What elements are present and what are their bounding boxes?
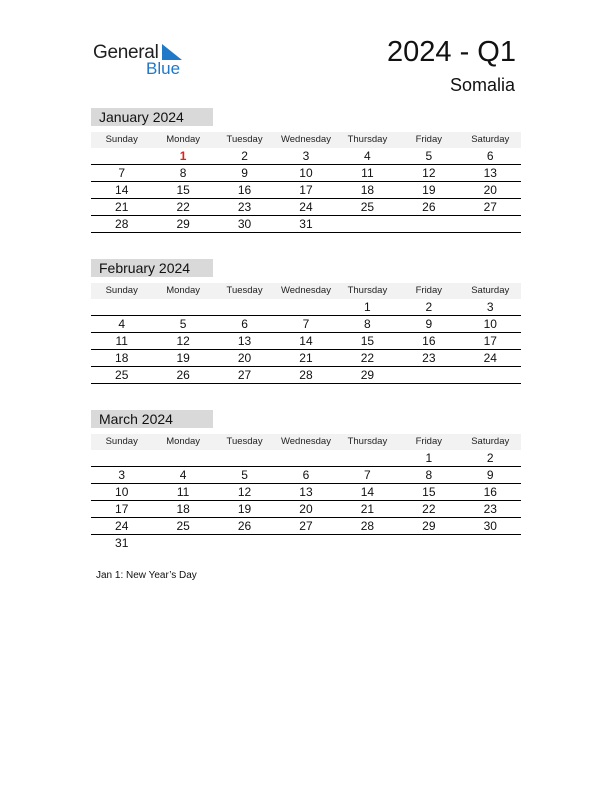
weekday-label: Sunday xyxy=(105,436,138,447)
month-title: February 2024 xyxy=(91,259,213,277)
day-cell: 23 xyxy=(237,200,252,214)
day-cell: 23 xyxy=(483,502,497,516)
day-cell: 19 xyxy=(422,183,436,197)
day-cell: 9 xyxy=(241,166,248,180)
day-cell: 26 xyxy=(237,519,252,533)
week-row xyxy=(91,535,521,551)
day-cell: 21 xyxy=(299,351,313,365)
day-cell: 2 xyxy=(241,149,248,163)
day-cell: 12 xyxy=(176,334,190,348)
day-cell: 3 xyxy=(486,300,494,314)
weekday-label: Thursday xyxy=(347,436,388,447)
day-cell: 16 xyxy=(237,183,252,197)
day-cell: 4 xyxy=(118,317,126,331)
day-cell: 4 xyxy=(364,149,371,163)
day-cell: 22 xyxy=(422,502,436,516)
day-cell: 9 xyxy=(425,317,433,331)
day-cell xyxy=(337,216,398,232)
logo xyxy=(93,40,193,80)
day-cell xyxy=(214,299,275,315)
day-cell: 26 xyxy=(176,368,190,382)
weekday-label: Monday xyxy=(166,285,201,296)
day-cell: 14 xyxy=(299,334,313,348)
day-cell: 20 xyxy=(299,502,313,516)
day-cell xyxy=(152,535,213,551)
day-cell: 20 xyxy=(483,183,497,197)
weekday-label: Wednesday xyxy=(280,285,331,296)
day-cell: 14 xyxy=(115,183,129,197)
weekday-header-row xyxy=(91,434,521,450)
day-cell: 10 xyxy=(483,317,497,331)
day-cell: 4 xyxy=(179,468,187,482)
country-name: Somalia xyxy=(449,75,515,95)
weekday-label: Saturday xyxy=(471,436,510,447)
day-cell: 29 xyxy=(176,217,190,231)
day-cell: 18 xyxy=(176,502,190,516)
calendar-grid xyxy=(91,132,521,233)
week-row xyxy=(91,148,521,165)
week-row xyxy=(91,367,521,384)
day-cell xyxy=(91,148,152,164)
day-cell: 25 xyxy=(176,519,190,533)
day-cell xyxy=(337,535,398,551)
day-cell: 8 xyxy=(425,468,433,482)
weekday-label: Friday xyxy=(415,436,443,447)
day-cell: 31 xyxy=(115,536,129,550)
day-cell: 28 xyxy=(115,217,129,231)
week-row xyxy=(91,165,521,182)
day-cell: 15 xyxy=(360,334,375,348)
week-row xyxy=(91,182,521,199)
day-cell: 28 xyxy=(360,519,375,533)
day-cell: 16 xyxy=(422,334,436,348)
day-cell: 19 xyxy=(237,502,252,516)
day-cell: 12 xyxy=(422,166,436,180)
day-cell: 17 xyxy=(483,334,497,348)
week-row xyxy=(91,450,521,467)
day-cell: 11 xyxy=(115,334,128,348)
day-cell: 24 xyxy=(483,351,497,365)
weekday-label: Friday xyxy=(415,134,443,145)
logo-word-general: General xyxy=(93,42,159,63)
week-row xyxy=(91,518,521,535)
week-row xyxy=(91,350,521,367)
day-cell xyxy=(152,299,213,315)
day-cell: 21 xyxy=(360,502,375,516)
weekday-label: Saturday xyxy=(471,134,510,145)
week-row xyxy=(91,216,521,233)
day-cell: 13 xyxy=(237,334,252,348)
day-cell: 16 xyxy=(483,485,497,499)
day-cell: 10 xyxy=(115,485,129,499)
day-cell: 5 xyxy=(425,149,433,163)
weekday-label: Thursday xyxy=(347,285,388,296)
weekday-label: Tuesday xyxy=(226,285,263,296)
day-cell xyxy=(398,216,459,232)
day-cell: 19 xyxy=(176,351,190,365)
day-cell: 6 xyxy=(241,317,248,331)
day-cell xyxy=(460,216,521,232)
day-cell: 25 xyxy=(360,200,375,214)
day-cell: 3 xyxy=(302,149,310,163)
day-cell: 7 xyxy=(302,317,310,331)
month-february xyxy=(91,259,521,384)
day-cell: 18 xyxy=(360,183,375,197)
day-cell: 12 xyxy=(237,485,252,499)
day-cell xyxy=(214,535,275,551)
day-cell: 1 xyxy=(425,451,433,465)
day-cell: 13 xyxy=(483,166,497,180)
day-cell: 17 xyxy=(299,183,313,197)
day-cell: 2 xyxy=(425,300,433,314)
day-cell: 13 xyxy=(299,485,313,499)
day-cell xyxy=(275,535,336,551)
day-cell: 20 xyxy=(237,351,252,365)
day-cell: 29 xyxy=(360,368,375,382)
day-cell: 7 xyxy=(118,166,126,180)
weekday-label: Wednesday xyxy=(280,436,331,447)
weekday-label: Saturday xyxy=(471,285,510,296)
day-cell: 5 xyxy=(241,468,248,482)
day-cell: 6 xyxy=(486,149,494,163)
day-cell: 30 xyxy=(237,217,252,231)
day-cell: 27 xyxy=(483,200,497,214)
day-cell xyxy=(91,450,152,466)
day-cell: 11 xyxy=(176,485,190,499)
weekday-label: Tuesday xyxy=(226,134,263,145)
week-row xyxy=(91,316,521,333)
day-cell: 8 xyxy=(179,166,187,180)
week-row xyxy=(91,501,521,518)
weekday-label: Tuesday xyxy=(226,436,263,447)
day-cell: 5 xyxy=(179,317,187,331)
month-january xyxy=(91,108,521,233)
day-cell xyxy=(398,535,459,551)
day-cell: 28 xyxy=(299,368,313,382)
day-cell xyxy=(275,450,336,466)
day-cell: 27 xyxy=(299,519,313,533)
day-cell: 24 xyxy=(299,200,313,214)
day-cell: 7 xyxy=(364,468,371,482)
weekday-label: Wednesday xyxy=(280,134,331,145)
day-cell: 15 xyxy=(422,485,436,499)
week-row xyxy=(91,333,521,350)
day-cell: 1 xyxy=(364,300,371,314)
day-cell: 24 xyxy=(115,519,129,533)
day-cell: 3 xyxy=(118,468,126,482)
day-cell xyxy=(337,450,398,466)
weekday-label: Sunday xyxy=(105,285,138,296)
day-cell: 21 xyxy=(115,200,129,214)
month-march xyxy=(91,410,521,551)
holiday-note: Jan 1: New Year’s Day xyxy=(96,570,197,581)
month-title: January 2024 xyxy=(91,108,213,126)
weekday-label: Thursday xyxy=(347,134,388,145)
day-cell: 17 xyxy=(115,502,129,516)
week-row xyxy=(91,199,521,216)
calendar-grid xyxy=(91,434,521,551)
weekday-label: Friday xyxy=(415,285,443,296)
day-cell: 9 xyxy=(486,468,494,482)
day-cell: 25 xyxy=(115,368,129,382)
day-cell xyxy=(91,299,152,315)
day-cell: 23 xyxy=(422,351,436,365)
weekday-label: Sunday xyxy=(105,134,138,145)
weekday-header-row xyxy=(91,132,521,148)
day-cell: 11 xyxy=(361,166,374,180)
week-row xyxy=(91,299,521,316)
day-cell: 30 xyxy=(483,519,497,533)
weekday-header-row xyxy=(91,283,521,299)
day-cell: 2 xyxy=(486,451,494,465)
day-cell xyxy=(460,535,521,551)
day-cell: 14 xyxy=(360,485,375,499)
day-cell: 18 xyxy=(115,351,129,365)
day-cell xyxy=(275,299,336,315)
day-cell: 29 xyxy=(422,519,436,533)
week-row xyxy=(91,484,521,501)
day-cell: 8 xyxy=(364,317,371,331)
month-title: March 2024 xyxy=(91,410,213,428)
day-cell: 15 xyxy=(176,183,190,197)
day-cell: 22 xyxy=(360,351,375,365)
day-cell xyxy=(214,450,275,466)
day-cell xyxy=(152,450,213,466)
day-cell xyxy=(460,367,521,383)
page-title: 2024 - Q1 xyxy=(387,36,516,68)
week-row xyxy=(91,467,521,484)
logo-word-blue: Blue xyxy=(146,59,181,78)
day-cell: 31 xyxy=(299,217,313,231)
day-cell: 22 xyxy=(176,200,190,214)
day-cell-holiday: 1 xyxy=(179,149,187,163)
day-cell: 27 xyxy=(237,368,252,382)
day-cell xyxy=(398,367,459,383)
calendar-grid xyxy=(91,283,521,384)
day-cell: 26 xyxy=(422,200,436,214)
day-cell: 6 xyxy=(302,468,310,482)
day-cell: 10 xyxy=(299,166,313,180)
weekday-label: Monday xyxy=(166,436,201,447)
weekday-label: Monday xyxy=(166,134,201,145)
logo-triangle-icon xyxy=(162,44,182,60)
